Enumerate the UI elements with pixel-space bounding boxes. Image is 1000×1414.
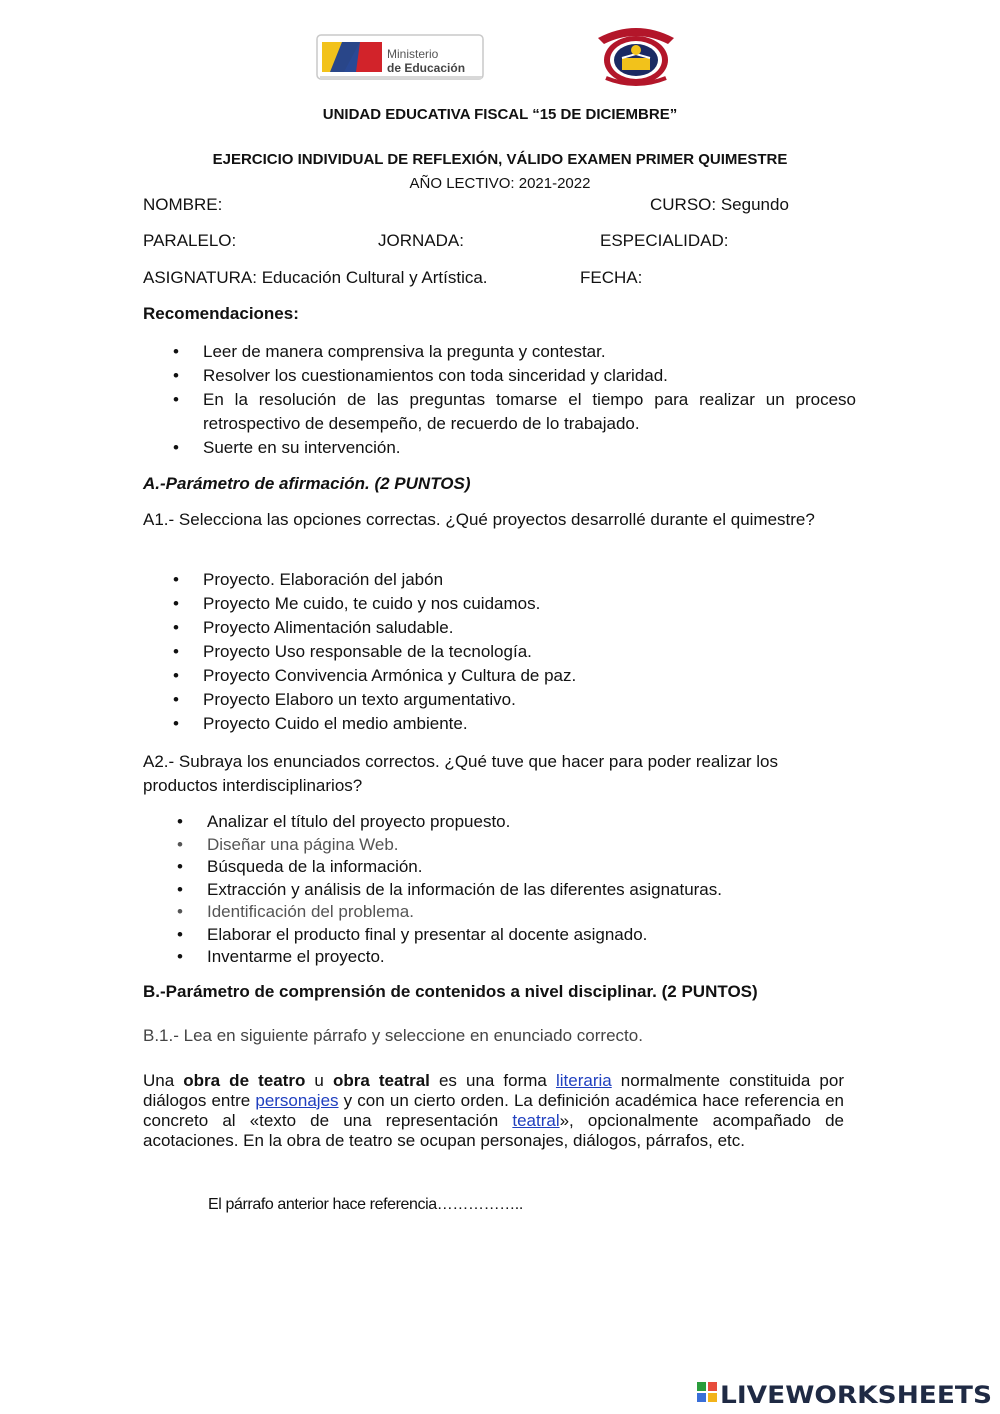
paragraph-bold-term: obra de teatro (183, 1071, 306, 1090)
paralelo-label: PARALELO: (143, 231, 237, 250)
school-year: AÑO LECTIVO: 2021-2022 (409, 175, 591, 192)
a2-question: A2.- Subraya los enunciados correctos. ¿Qué tuve que hacer para poder realizar los productos interdisciplinarios? (143, 752, 779, 795)
theatre-paragraph (143, 1071, 844, 1151)
a1-option[interactable]: • Proyecto Elaboro un texto argumentativo. (143, 688, 856, 712)
paragraph-text: y con un cierto orden. La definición académica hace referencia en concreto al «texto de una representación (143, 1091, 844, 1130)
asignatura-label: ASIGNATURA: Educación Cultural y Artística. (143, 268, 488, 287)
a1-option[interactable]: • Proyecto Cuido el medio ambiente. (143, 712, 856, 736)
paragraph-text: Una (143, 1071, 184, 1090)
ministry-logo-graphic (316, 34, 484, 80)
paragraph-text: es una forma (429, 1071, 556, 1090)
list-item: • Leer de manera comprensiva la pregunta y contestar. (143, 340, 856, 364)
list-item: • Resolver los cuestionamientos con toda sinceridad y claridad. (143, 364, 856, 388)
a2-option[interactable]: • Extracción y análisis de la información de las diferentes asignaturas. (143, 879, 856, 902)
nombre-label: NOMBRE: (143, 195, 223, 214)
link-teatral[interactable]: teatral (512, 1111, 560, 1130)
a1-option[interactable]: • Proyecto Uso responsable de la tecnología. (143, 640, 856, 664)
a1-option[interactable]: • Proyecto Alimentación saludable. (143, 616, 856, 640)
a2-option[interactable]: • Inventarme el proyecto. (143, 946, 856, 969)
liveworksheets-logo (696, 1377, 996, 1409)
school-name: UNIDAD EDUCATIVA FISCAL “15 DE DICIEMBRE” (322, 106, 678, 123)
especialidad-label: ESPECIALIDAD: (600, 231, 729, 250)
b1-question: B.1.- Lea en siguiente párrafo y seleccione en enunciado correcto. (143, 1026, 643, 1045)
a2-option[interactable]: • Identificación del problema. (143, 901, 856, 924)
a2-option[interactable]: • Elaborar el producto final y presentar al docente asignado. (143, 924, 856, 947)
link-personajes[interactable]: personajes (255, 1091, 339, 1110)
liveworksheets-graphic (696, 1377, 996, 1409)
jornada-label: JORNADA: (378, 231, 464, 250)
a1-question: A1.- Selecciona las opciones correctas. ¿Qué proyectos desarrollé durante el quimestre? (143, 510, 815, 529)
a1-options-list (143, 568, 856, 736)
a2-option[interactable]: • Búsqueda de la información. (143, 856, 856, 879)
list-item: • En la resolución de las preguntas tomarse el tiempo para realizar un proceso retrospectivo de desempeño, de recuerdo de lo trabajado. (143, 388, 856, 436)
fecha-label: FECHA: (580, 268, 643, 287)
section-b-title: B.-Parámetro de comprensión de contenidos a nivel disciplinar. (2 PUNTOS) (143, 982, 758, 1001)
a1-option[interactable]: • Proyecto Me cuido, te cuido y nos cuidamos. (143, 592, 856, 616)
school-crest-graphic (592, 22, 680, 88)
ministry-logo-line2: de Educación (387, 61, 466, 75)
paragraph-text: », opcionalmente acompañado de acotaciones. En la obra de teatro se ocupan personajes, diálogos, párrafos, etc. (143, 1111, 844, 1150)
a2-options-list (143, 811, 856, 969)
school-crest (592, 22, 680, 88)
ministry-logo (316, 34, 484, 80)
a2-option[interactable]: • Analizar el título del proyecto propuesto. (143, 811, 856, 834)
watermark-text: LIVEWORKSHEETS (720, 1381, 992, 1409)
section-a-title: A.-Parámetro de afirmación. (2 PUNTOS) (143, 474, 471, 493)
recommendations-list (143, 340, 856, 460)
answer-prompt: El párrafo anterior hace referencia…………….. (208, 1196, 523, 1213)
paragraph-bold-term: obra teatral (332, 1071, 430, 1090)
paragraph-text: normalmente constituida por diálogos entre (143, 1071, 844, 1110)
a1-option[interactable]: • Proyecto Convivencia Armónica y Cultura de paz. (143, 664, 856, 688)
a2-option[interactable]: • Diseñar una página Web. (143, 834, 856, 857)
exam-title: EJERCICIO INDIVIDUAL DE REFLEXIÓN, VÁLIDO EXAMEN PRIMER QUIMESTRE (212, 151, 788, 168)
list-item: • Suerte en su intervención. (143, 436, 856, 460)
paragraph-text: u (305, 1071, 333, 1090)
recommendations-title: Recomendaciones: (143, 304, 299, 323)
a1-option[interactable]: • Proyecto. Elaboración del jabón (143, 568, 856, 592)
ministry-logo-line1: Ministerio (387, 47, 439, 61)
curso-label: CURSO: Segundo (650, 195, 789, 214)
link-literaria[interactable]: literaria (555, 1071, 612, 1090)
